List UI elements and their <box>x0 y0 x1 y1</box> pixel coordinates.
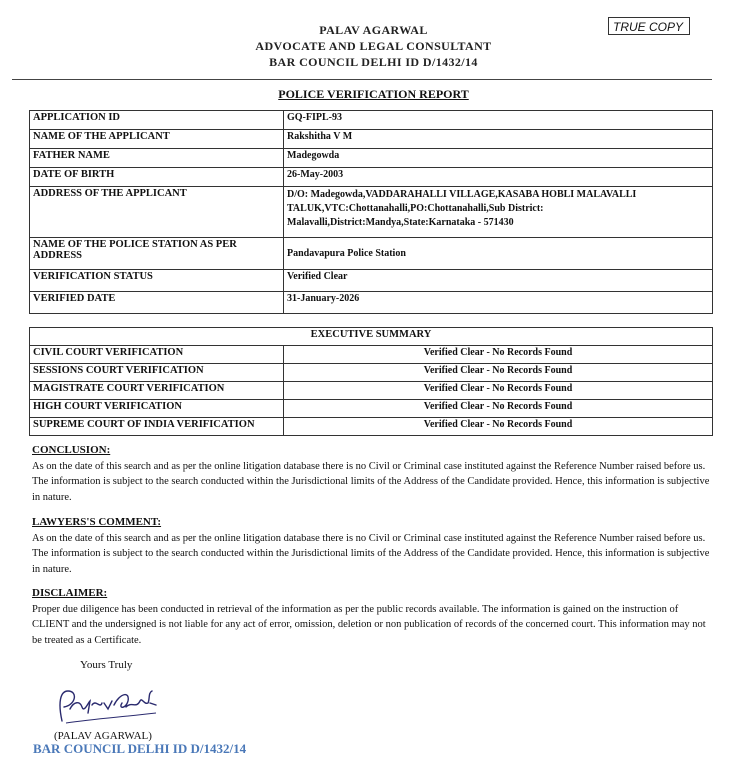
table-row <box>30 382 713 400</box>
row-label: MAGISTRATE COURT VERIFICATION <box>30 382 284 400</box>
row-value: 31-January-2026 <box>284 292 713 314</box>
row-label: HIGH COURT VERIFICATION <box>30 400 284 418</box>
row-label: SUPREME COURT OF INDIA VERIFICATION <box>30 418 284 436</box>
report-title: POLICE VERIFICATION REPORT <box>278 87 469 101</box>
row-value: 26-May-2003 <box>284 168 713 187</box>
row-label: NAME OF THE APPLICANT <box>30 130 284 149</box>
table-row <box>30 149 713 168</box>
table-row <box>30 418 713 436</box>
table-row <box>30 111 713 130</box>
table-row <box>30 238 713 270</box>
signature-image <box>52 683 162 729</box>
conclusion-heading: CONCLUSION: <box>32 444 111 456</box>
advocate-role: ADVOCATE AND LEGAL CONSULTANT <box>255 39 492 53</box>
row-value: Verified Clear <box>284 270 713 292</box>
conclusion-section <box>32 443 712 505</box>
executive-summary-table <box>29 327 713 436</box>
row-label: FATHER NAME <box>30 149 284 168</box>
row-value: D/O: Madegowda,VADDARAHALLI VILLAGE,KASABA HOBLI MALAVALLI TALUK,VTC:Chottanahalli,PO:Chottanahalli,Sub District: Malavalli,District:Mandya,State:Karnataka - 571430 <box>284 187 713 238</box>
signatory-name: (PALAV AGARWAL) <box>54 730 152 742</box>
row-label: NAME OF THE POLICE STATION AS PER ADDRESS <box>30 238 284 270</box>
details-table <box>29 110 713 314</box>
row-value: GQ-FIPL-93 <box>284 111 713 130</box>
row-label: SESSIONS COURT VERIFICATION <box>30 364 284 382</box>
table-row <box>30 168 713 187</box>
advocate-bar-id: BAR COUNCIL DELHI ID D/1432/14 <box>269 55 478 69</box>
row-label: APPLICATION ID <box>30 111 284 130</box>
row-value: Verified Clear - No Records Found <box>284 346 713 364</box>
header-divider <box>12 79 712 80</box>
row-value: Verified Clear - No Records Found <box>284 382 713 400</box>
row-value: Verified Clear - No Records Found <box>284 400 713 418</box>
table-row <box>30 400 713 418</box>
table-row <box>30 364 713 382</box>
row-label: VERIFICATION STATUS <box>30 270 284 292</box>
row-label: VERIFIED DATE <box>30 292 284 314</box>
table-row <box>30 130 713 149</box>
row-label: CIVIL COURT VERIFICATION <box>30 346 284 364</box>
table-header-row <box>30 328 713 346</box>
row-label: ADDRESS OF THE APPLICANT <box>30 187 284 238</box>
row-value: Verified Clear - No Records Found <box>284 364 713 382</box>
disclaimer-heading: DISCLAIMER: <box>32 587 108 599</box>
table-row <box>30 292 713 314</box>
lawyers-comment-section <box>32 515 712 577</box>
row-value: Rakshitha V M <box>284 130 713 149</box>
row-value: Pandavapura Police Station <box>284 238 713 270</box>
closing-text: Yours Truly <box>80 659 133 671</box>
advocate-name: PALAV AGARWAL <box>319 23 428 37</box>
lawyers-comment-text: As on the date of this search and as per the online litigation database there is no Civil or Criminal case instituted against the Reference Number raised before us. The information is subject to the search conducted within the Jurisdictional limits of the Address of the Candidate provided. Hence, this information is subjective in nature. <box>32 532 710 575</box>
signatory-bar-id: BAR COUNCIL DELHI ID D/1432/14 <box>33 741 247 756</box>
conclusion-text: As on the date of this search and as per the online litigation database there is no Civil or Criminal case instituted against the Reference Number raised before us. The information is subject to the search conducted within the Jurisdictional limits of the Address of the Candidate provided. Hence, this information is subjective in nature. <box>32 460 710 503</box>
row-label: DATE OF BIRTH <box>30 168 284 187</box>
table-row <box>30 187 713 238</box>
row-value: Verified Clear - No Records Found <box>284 418 713 436</box>
row-value: Madegowda <box>284 149 713 168</box>
table-row <box>30 270 713 292</box>
lawyers-comment-heading: LAWYERS'S COMMENT: <box>32 516 162 528</box>
disclaimer-text: Proper due diligence has been conducted in retrieval of the information as per the public records available. The information is gained on the instruction of CLIENT and the undersigned is not liable for any act of error, omission, deletion or non publication of records of the concerned court. This information may not be treated as a Certificate. <box>32 603 706 646</box>
summary-heading: EXECUTIVE SUMMARY <box>30 328 713 346</box>
true-copy-stamp: TRUE COPY <box>608 17 690 35</box>
table-row <box>30 346 713 364</box>
disclaimer-section <box>32 586 712 648</box>
